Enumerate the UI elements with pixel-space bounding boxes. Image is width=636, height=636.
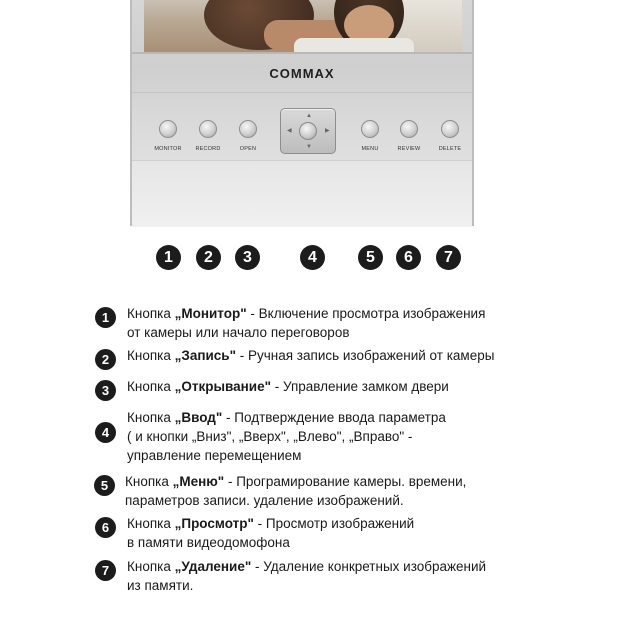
intercom-device-photo [130,0,474,226]
legend-prefix: Кнопка [127,306,175,321]
review-button[interactable] [400,120,418,138]
marker-6: 6 [396,245,421,270]
legend-description: - Включение просмотра изображения [246,306,486,321]
legend-button-name: „Ввод" [174,410,223,425]
legend-description: - Управление замком двери [271,379,449,394]
screen-person-shirt [294,38,414,52]
legend-text-5 [125,472,535,510]
legend-description-cont: ( и кнопки „Вниз", „Вверх", „Влево", „Вправо" - [127,429,413,444]
legend-text-4 [127,408,537,465]
legend-button-name: „Удаление" [174,559,252,574]
record-button[interactable] [199,120,217,138]
legend-button-name: „Запись" [174,348,236,363]
marker-5: 5 [358,245,383,270]
legend-button-name: „Просмотр" [174,516,254,531]
legend-text-2 [127,346,537,365]
legend-prefix: Кнопка [125,474,173,489]
legend-number-3: 3 [95,380,116,401]
legend-number-1: 1 [95,307,116,328]
menu-button-label: MENU [361,146,379,152]
legend-text-3 [127,377,537,396]
enter-navigation-pad[interactable] [280,108,336,154]
legend-description-cont: от камеры или начало переговоров [127,325,350,340]
legend-description-cont: в памяти видеодомофона [127,535,290,550]
legend-number-7: 7 [95,560,116,581]
monitor-button[interactable] [159,120,177,138]
marker-4: 4 [300,245,325,270]
marker-3: 3 [235,245,260,270]
marker-1: 1 [156,245,181,270]
review-button-label: REVIEW [397,146,421,152]
monitor-screen [144,0,462,52]
screen-bezel-divider [132,52,472,54]
record-button-label: RECORD [195,146,221,152]
legend-description: - Ручная запись изображений от камеры [236,348,495,363]
legend-description: - Програмирование камеры. времени, [224,474,467,489]
legend-description-cont: параметров записи. удаление изображений. [125,493,404,508]
legend-description-cont: из памяти. [127,578,194,593]
arrow-right-icon[interactable]: ▶ [325,128,330,134]
legend-description: - Подтверждение ввода параметра [222,410,446,425]
legend-text-7 [127,557,537,595]
legend-button-name: „Монитор" [174,306,247,321]
legend-button-name: „Меню" [172,474,225,489]
arrow-down-icon[interactable]: ▼ [306,144,312,150]
device-lower-panel [132,160,472,227]
legend-number-5: 5 [94,475,115,496]
open-button-label: OPEN [239,146,257,152]
legend-text-6 [127,514,537,552]
legend-prefix: Кнопка [127,379,175,394]
enter-button[interactable] [299,122,317,140]
marker-2: 2 [196,245,221,270]
monitor-button-label: MONITOR [154,146,182,152]
legend-prefix: Кнопка [127,516,175,531]
legend-number-4: 4 [95,422,116,443]
arrow-up-icon[interactable]: ▲ [306,113,312,119]
arrow-left-icon[interactable]: ◀ [287,128,292,134]
legend-prefix: Кнопка [127,559,175,574]
legend-prefix: Кнопка [127,348,175,363]
legend-text-1 [127,304,537,342]
legend-button-name: „Открывание" [174,379,271,394]
delete-button[interactable] [441,120,459,138]
open-button[interactable] [239,120,257,138]
marker-7: 7 [436,245,461,270]
panel-divider [132,92,472,93]
legend-description-cont: управление перемещением [127,448,302,463]
legend-number-6: 6 [95,517,116,538]
legend-prefix: Кнопка [127,410,175,425]
brand-logo: COMMAX [269,66,335,81]
menu-button[interactable] [361,120,379,138]
legend-description: - Удаление конкретных изображений [251,559,487,574]
delete-button-label: DELETE [438,146,462,152]
legend-number-2: 2 [95,349,116,370]
legend-description: - Просмотр изображений [253,516,415,531]
